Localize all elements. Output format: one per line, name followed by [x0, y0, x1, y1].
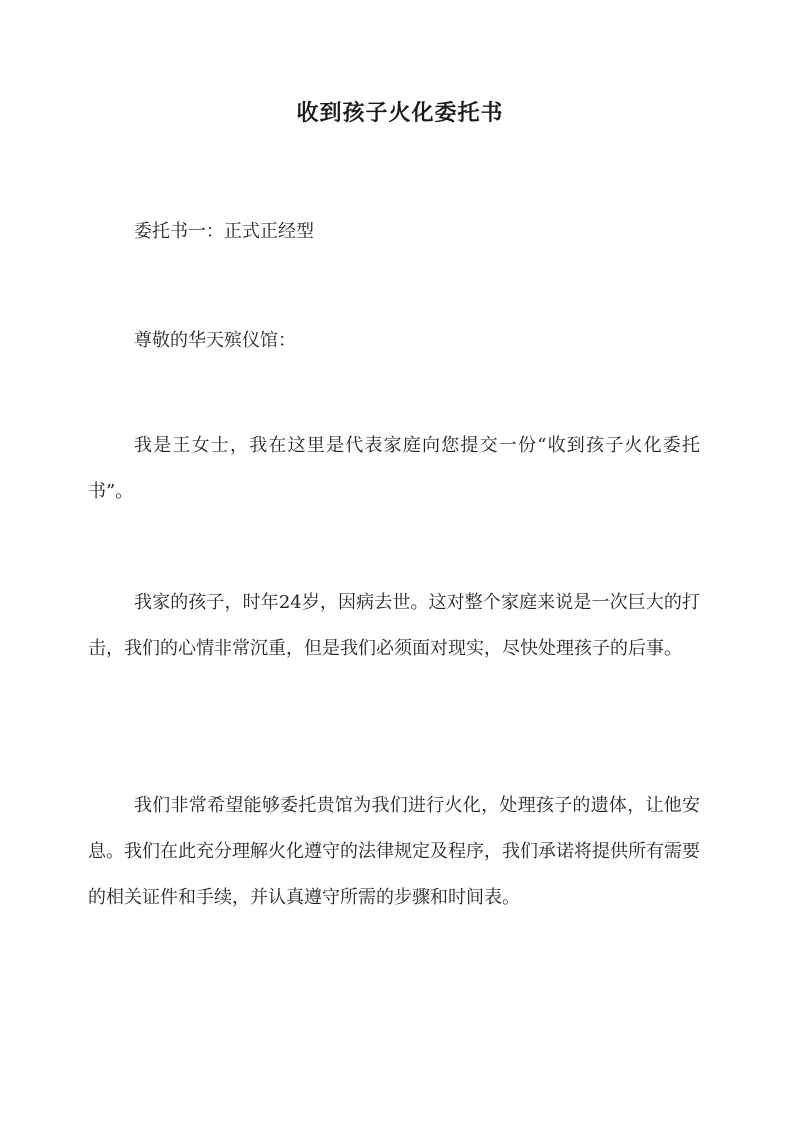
paragraph-letter-type: 委托书一：正式正经型 [134, 221, 314, 242]
paragraph-background: 我家的孩子，时年24岁，因病去世。这对整个家庭来说是一次巨大的打击，我们的心情非常沉重，但是我们必须面对现实，尽快处理孩子的后事。 [88, 592, 700, 659]
paragraph-request: 我们非常希望能够委托贵馆为我们进行火化，处理孩子的遗体，让他安息。我们在此充分理解火化遵守的法律规定及程序，我们承诺将提供所有需要的相关证件和手续，并认真遵守所需的步骤和时间表。 [88, 795, 700, 908]
paragraph-salutation: 尊敬的华天殡仪馆： [134, 330, 296, 351]
paragraph-introduction: 我是王女士，我在这里是代表家庭向您提交一份“收到孩子火化委托书”。 [88, 435, 700, 502]
document-title: 收到孩子火化委托书 [296, 100, 504, 126]
